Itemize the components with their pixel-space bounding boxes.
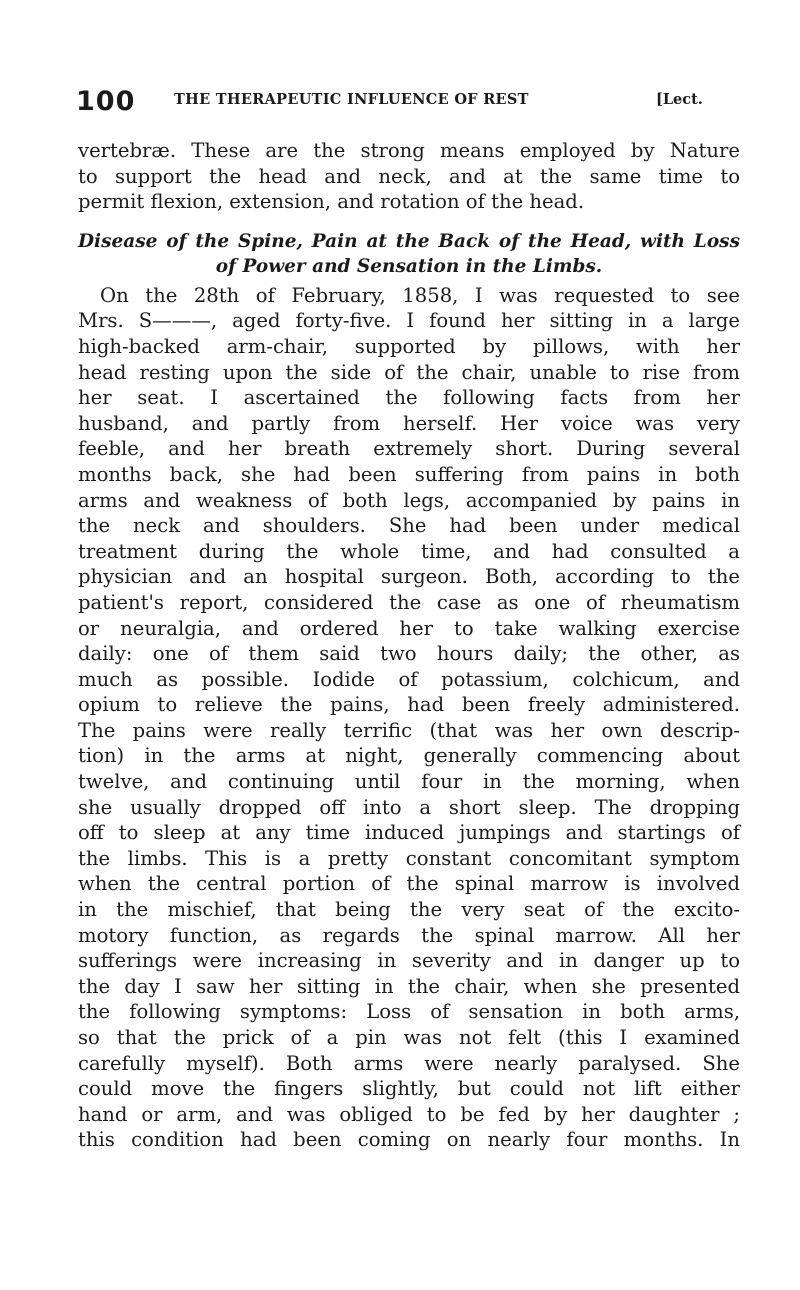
text-line: feeble, and her breath extremely short. During several bbox=[78, 437, 740, 461]
text-line: the neck and shoulders. She had been under medical bbox=[78, 514, 740, 538]
text-line: physician and an hospital surgeon. Both, according to the bbox=[78, 565, 740, 589]
text-line: off to sleep at any time induced jumpings and startings of bbox=[78, 821, 740, 845]
text-line: to support the head and neck, and at the same time to bbox=[78, 164, 740, 188]
page-number: 100 bbox=[76, 86, 136, 117]
section-heading bbox=[78, 229, 740, 279]
text-line: sufferings were increasing in severity and in danger up to bbox=[78, 949, 740, 973]
text-line: opium to relieve the pains, had been freely administered. bbox=[78, 693, 740, 717]
book-page bbox=[78, 88, 740, 1153]
text-line: months back, she had been suffering from pains in both bbox=[78, 462, 740, 486]
text-line: or neuralgia, and ordered her to take walking exercise bbox=[78, 616, 740, 640]
text-line: the following symptoms: Loss of sensation in both arms, bbox=[78, 1000, 740, 1024]
text-line: vertebræ. These are the strong means employed by Nature bbox=[78, 139, 740, 162]
text-line: Mrs. S———, aged forty-five. I found her sitting in a large bbox=[78, 309, 740, 333]
text-line: head resting upon the side of the chair, unable to rise from bbox=[78, 360, 740, 384]
text-line: the day I saw her sitting in the chair, when she presented bbox=[78, 974, 740, 998]
running-title: THE THERAPEUTIC INFLUENCE OF REST bbox=[174, 91, 529, 108]
opening-paragraph bbox=[78, 138, 740, 215]
text-line: in the mischief, that being the very seat of the excito- bbox=[78, 898, 740, 922]
case-paragraph bbox=[78, 283, 740, 1153]
text-line: carefully myself). Both arms were nearly paralysed. She bbox=[78, 1051, 740, 1075]
text-line: motory function, as regards the spinal marrow. All her bbox=[78, 923, 740, 947]
text-line: arms and weakness of both legs, accompanied by pains in bbox=[78, 488, 740, 512]
text-line: this condition had been coming on nearly four months. In bbox=[78, 1128, 740, 1152]
text-line: could move the fingers slightly, but could not lift either bbox=[78, 1077, 740, 1101]
text-line: twelve, and continuing until four in the morning, when bbox=[78, 770, 740, 794]
text-line: On the 28th of February, 1858, I was requested to see bbox=[100, 283, 740, 307]
text-line: when the central portion of the spinal marrow is involved bbox=[78, 872, 740, 896]
text-line: husband, and partly from herself. Her voice was very bbox=[78, 411, 740, 435]
text-line: daily: one of them said two hours daily; the other, as bbox=[78, 642, 740, 666]
running-header bbox=[78, 88, 740, 128]
text-line: permit flexion, extension, and rotation of the head. bbox=[78, 190, 585, 214]
text-line: so that the prick of a pin was not felt (this I examined bbox=[78, 1026, 740, 1049]
section-heading-line: Disease of the Spine, Pain at the Back of the Head, with Loss bbox=[78, 230, 740, 252]
text-line: she usually dropped off into a short sleep. The dropping bbox=[78, 795, 740, 819]
text-line: hand or arm, and was obliged to be fed by her daughter ; bbox=[78, 1102, 740, 1126]
text-line: much as possible. Iodide of potassium, colchicum, and bbox=[78, 667, 740, 691]
section-heading-line: of Power and Sensation in the Limbs. bbox=[215, 255, 603, 277]
text-line: the limbs. This is a pretty constant concomitant symptom bbox=[78, 846, 740, 870]
lecture-marker: [Lect. bbox=[656, 91, 703, 108]
text-line: her seat. I ascertained the following facts from her bbox=[78, 386, 740, 410]
text-line: The pains were really terrific (that was her own descrip- bbox=[78, 718, 740, 742]
text-line: patient's report, considered the case as one of rheumatism bbox=[78, 590, 740, 614]
text-line: tion) in the arms at night, generally commencing about bbox=[78, 744, 740, 768]
text-line: high-backed arm-chair, supported by pillows, with her bbox=[78, 334, 740, 358]
text-line: treatment during the whole time, and had consulted a bbox=[78, 539, 740, 563]
